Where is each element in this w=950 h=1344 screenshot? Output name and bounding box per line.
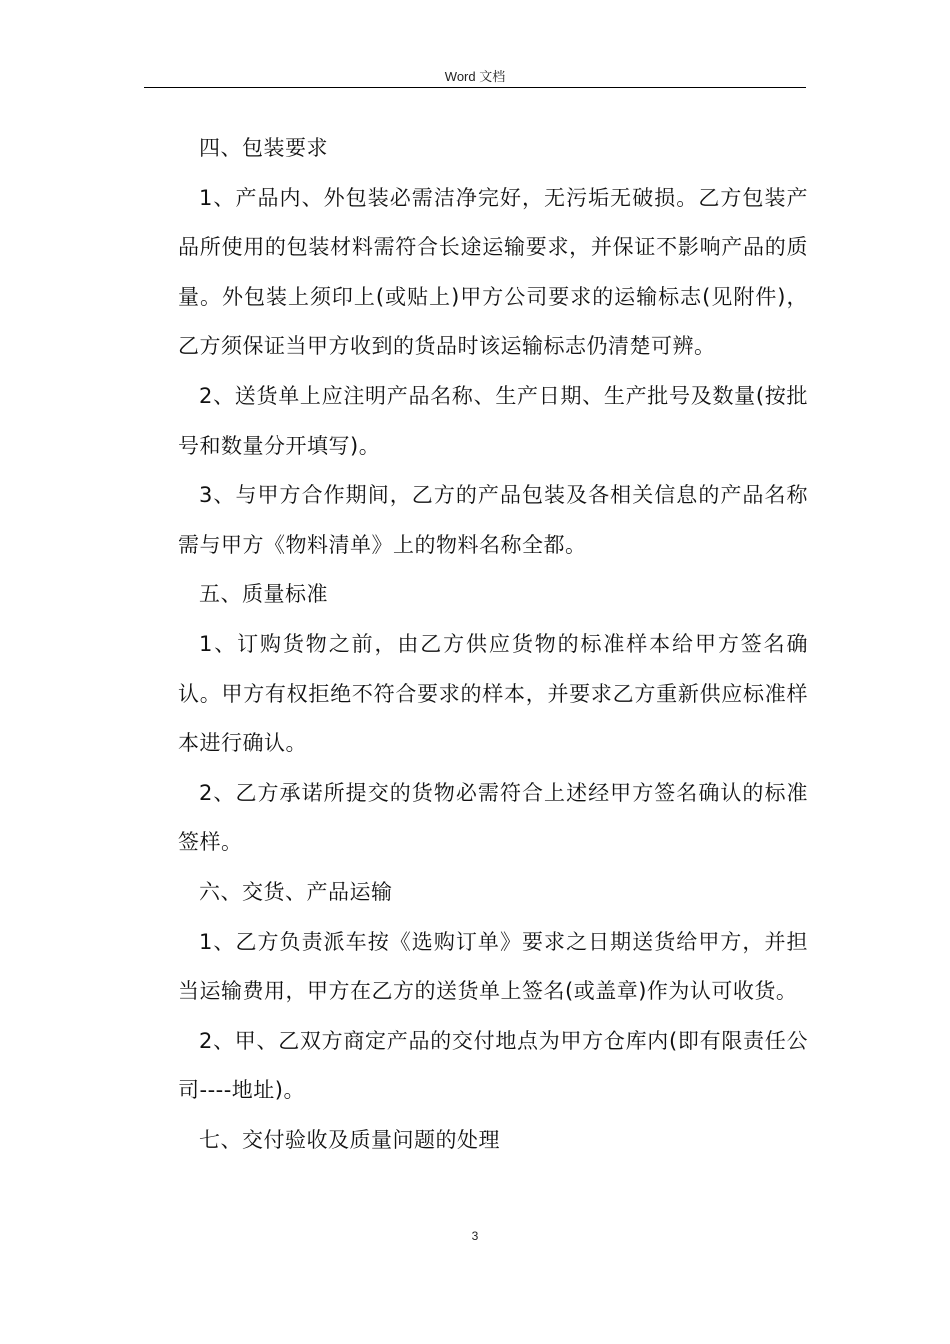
page-header: Word 文档 (444, 69, 506, 84)
page-number: 3 (471, 1229, 479, 1243)
paragraph-delivery-2: 2、甲、乙双方商定产品的交付地点为甲方仓库内(即有限责任公司----地址)。 (178, 1028, 808, 1103)
section-heading-packaging: 四、包装要求 (199, 136, 328, 160)
paragraph-packaging-3: 3、与甲方合作期间，乙方的产品包装及各相关信息的产品名称需与甲方《物料清单》上的物料名称全都。 (178, 483, 808, 557)
section-heading-acceptance: 七、交付验收及质量问题的处理 (199, 1127, 500, 1152)
paragraph-delivery-1: 1、乙方负责派车按《选购订单》要求之日期送货给甲方，并担当运输费用，甲方在乙方的送货单上签名(或盖章)作为认可收货。 (178, 929, 808, 1004)
paragraph-packaging-1: 1、产品内、外包装必需洁净完好，无污垢无破损。乙方包装产品所使用的包装材料需符合长途运输要求，并保证不影响产品的质量。外包装上须印上(或贴上)甲方公司要求的运输标志(见附件)，乙方须保证当甲方收到的货品时该运输标志仍清楚可辨。 (178, 185, 808, 359)
document-body (178, 124, 808, 1165)
paragraph-packaging-2: 2、送货单上应注明产品名称、生产日期、生产批号及数量(按批号和数量分开填写)。 (178, 383, 808, 458)
section-heading-delivery: 六、交货、产品运输 (199, 879, 393, 904)
header-divider (144, 87, 806, 88)
section-heading-quality: 五、质量标准 (199, 582, 328, 607)
paragraph-quality-2: 2、乙方承诺所提交的货物必需符合上述经甲方签名确认的标准签样。 (178, 780, 808, 855)
paragraph-quality-1: 1、订购货物之前，由乙方供应货物的标准样本给甲方签名确认。甲方有权拒绝不符合要求的样本，并要求乙方重新供应标准样本进行确认。 (178, 631, 808, 756)
